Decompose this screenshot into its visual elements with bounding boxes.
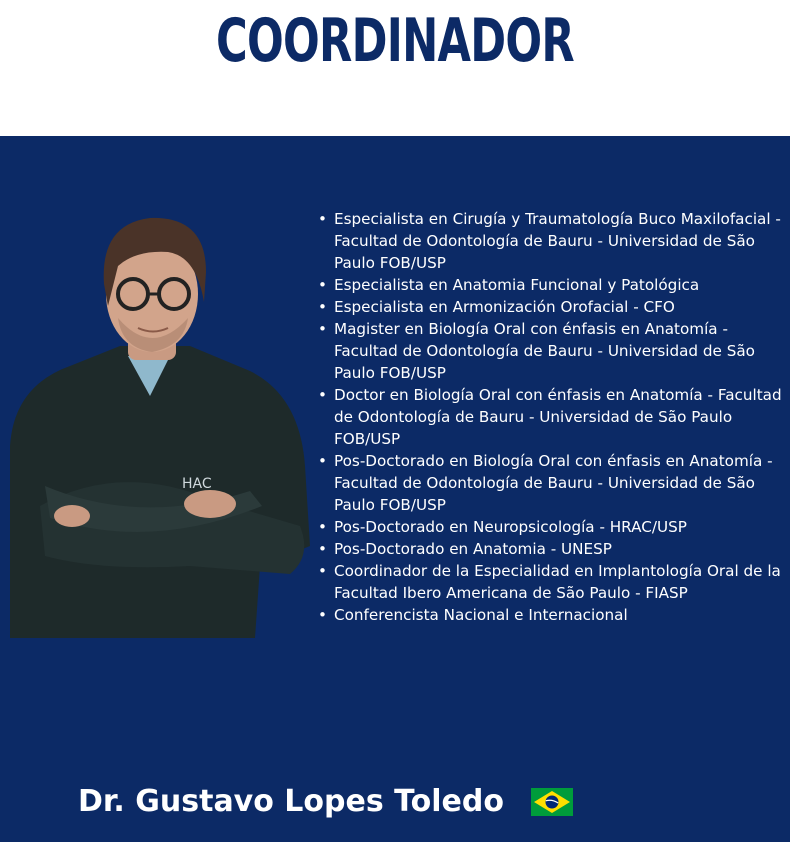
list-item: • Conferencista Nacional e Internacional <box>316 604 786 626</box>
list-item: • Doctor en Biología Oral con énfasis en Anatomía - Facultad de Odontología de Bauru - Universidad de São Paulo FOB/USP <box>316 384 786 450</box>
credentials-list <box>316 208 786 626</box>
brazil-flag-icon <box>531 788 573 816</box>
list-item: • Coordinador de la Especialidad en Implantología Oral de la Facultad Ibero Americana de São Paulo - FIASP <box>316 560 786 604</box>
list-item: • Pos-Doctorado en Neuropsicología - HRAC/USP <box>316 516 786 538</box>
page-title: COORDINADOR <box>216 6 574 76</box>
person-photo-icon <box>0 206 315 638</box>
header <box>0 0 790 136</box>
list-item: • Especialista en Cirugía y Traumatología Buco Maxilofacial - Facultad de Odontología de Bauru - Universidad de São Paulo FOB/USP <box>316 208 786 274</box>
list-item: • Pos-Doctorado en Biología Oral con énfasis en Anatomía - Facultad de Odontología de Bauru - Universidad de São Paulo FOB/USP <box>316 450 786 516</box>
list-item: • Magister en Biología Oral con énfasis en Anatomía - Facultad de Odontología de Bauru - Universidad de São Paulo FOB/USP <box>316 318 786 384</box>
profile-photo <box>0 206 315 638</box>
list-item: • Especialista en Armonización Orofacial - CFO <box>316 296 786 318</box>
jacket-logo: HAC <box>182 476 212 492</box>
list-item: • Especialista en Anatomia Funcional y Patológica <box>316 274 786 296</box>
list-item: • Pos-Doctorado en Anatomia - UNESP <box>316 538 786 560</box>
profile-panel <box>0 136 790 842</box>
coordinator-name: Dr. Gustavo Lopes Toledo <box>78 784 504 819</box>
